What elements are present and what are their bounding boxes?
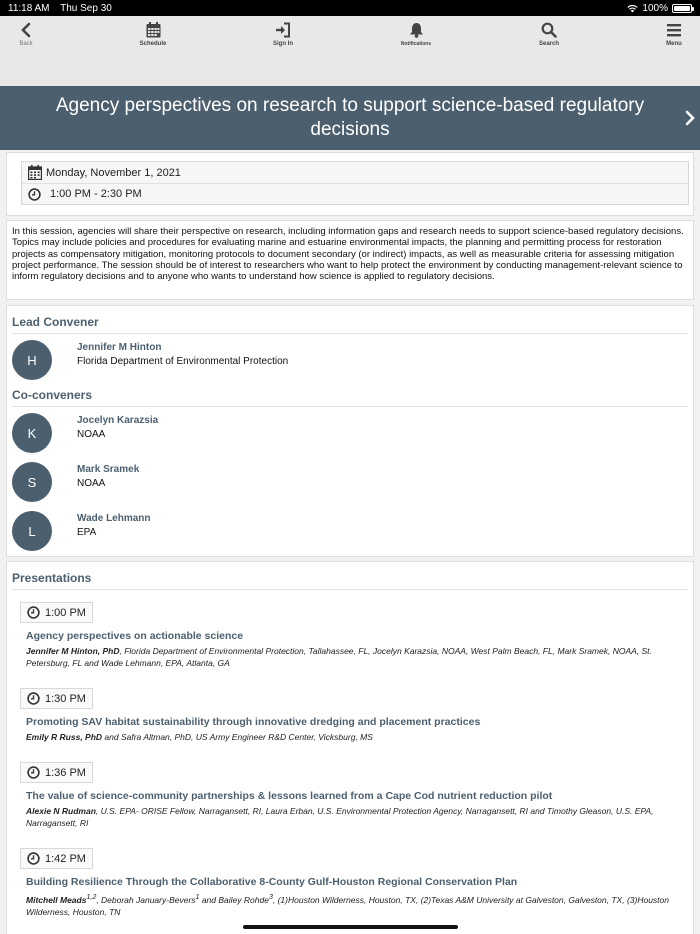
lead-convener-heading: Lead Convener [12,315,99,329]
presentation-time-text: 1:42 PM [45,852,86,865]
authors-text: , U.S. EPA- ORISE Fellow, Narragansett, RI, Laura Erban, U.S. Environmental Protection Agency, Narragansett, RI and Timothy Gleason, U.S. EPA, Narragansett, RI [26,806,654,828]
convener-org: EPA [77,527,97,538]
presentation-time [20,848,93,869]
presentation-time [20,602,93,623]
session-date: Monday, November 1, 2021 [46,166,181,179]
co-conveners-heading: Co-conveners [12,388,93,402]
clock-icon [27,692,40,705]
status-date: Thu Sep 30 [60,2,112,14]
convener-name[interactable]: Mark Sramek [77,464,140,475]
convener-item[interactable] [7,413,693,462]
presentation-title-link[interactable]: Building Resilience Through the Collaborative 8-County Gulf-Houston Regional Conservation Plan [26,876,518,888]
convener-org: NOAA [77,478,106,489]
notifications-label: Notifications [400,41,432,47]
authors-text: , Florida Department of Environmental Protection, Tallahassee, FL, Jocelyn Karazsia, NOAA, West Palm Beach, FL, Mark Sramek, NOAA, St. Petersburg, FL and Wade Lehmann, EPA, Atlanta, GA [26,646,652,668]
presentation-time-text: 1:00 PM [45,606,86,619]
session-description: In this session, agencies will share their perspective on research, including information gaps and research needs to support science-based regulatory decisions. Topics may include policies and procedures for evaluating marine and estuarine environmental impacts, the planning and permitting process for restoration projects as compensatory mitigation, monitoring protocols to document secondary (or indirect) impacts, as well as measurable criteria for assessing mitigation project performance. The session should be of interest to researchers who want to help protect the environment by conducting management-relevant science to inform regulatory decisions and to anyone who wants to understand how science is applied to regulatory decisions. [12,226,684,283]
battery-percent: 100% [642,2,668,14]
presentation-authors [26,805,685,829]
sign-in-button[interactable] [243,22,323,47]
schedule-button[interactable] [113,22,193,47]
lead-author: Alexie N Rudman [26,806,96,816]
conveners-card [6,305,694,557]
authors-text: and Safra Altman, PhD, US Army Engineer R&D Center, Vicksburg, MS [102,732,373,742]
datetime-box [21,161,689,205]
presentation-title-link[interactable]: Promoting SAV habitat sustainability through innovative dredging and placement practices [26,716,481,728]
divider [12,589,688,590]
clock-icon [27,606,40,619]
presentation-authors [26,645,685,669]
convener-item[interactable] [7,511,693,559]
affiliation-sup: 1 [195,893,200,901]
chevron-right-icon[interactable] [684,108,696,128]
menu-label: Menu [666,41,682,47]
battery-icon [672,4,692,13]
avatar: K [12,413,52,453]
status-left [8,3,120,14]
presentation-time-text: 1:30 PM [45,692,86,705]
wifi-icon [627,4,638,13]
date-row [22,162,688,183]
affiliation-sup: 1,2 [86,893,97,901]
convener-name[interactable]: Jennifer M Hinton [77,342,162,353]
hamburger-menu-icon [667,22,681,38]
search-label: Search [538,41,559,47]
lead-author: Mitchell Meads [26,894,87,905]
sign-in-icon [275,22,291,38]
presentation-authors [26,731,685,743]
convener-name[interactable]: Wade Lehmann [77,513,151,524]
avatar: S [12,462,52,502]
calendar-icon [28,165,42,180]
session-time: 1:00 PM - 2:30 PM [50,188,142,200]
convener-name[interactable]: Jocelyn Karazsia [77,415,159,426]
clock-icon [27,852,40,865]
presentation-time [20,688,93,709]
lead-author: Emily R Russ, PhD [26,732,103,742]
convener-org: NOAA [77,429,106,440]
back-button[interactable] [0,22,66,47]
authors-text: , Deborah January-Bevers [96,894,196,905]
presentation-item [20,688,685,743]
session-description-card [6,220,694,300]
clock-icon [27,766,40,779]
search-icon [541,22,557,38]
divider [12,333,688,334]
status-right [627,3,692,14]
calendar-icon [146,22,161,38]
home-indicator[interactable] [243,925,458,929]
time-row [22,183,688,204]
session-title-banner [0,86,700,150]
status-bar [0,0,700,16]
divider [12,406,688,407]
presentation-item [20,848,685,918]
bell-icon [409,22,424,38]
authors-text: and Bailey Rohde [199,894,269,905]
convener-item[interactable] [7,462,693,511]
sign-in-label: Sign In [273,41,293,47]
avatar: H [12,340,52,380]
clock-icon [28,188,41,201]
presentation-item [20,602,685,669]
presentation-authors [26,891,685,918]
convener-item[interactable] [7,340,693,388]
toolbar [0,16,700,86]
menu-button[interactable] [634,22,700,47]
presentation-title-link[interactable]: The value of science-community partnerships & lessons learned from a Cape Cod nutrient reduction pilot [26,790,553,802]
presentation-title-link[interactable]: Agency perspectives on actionable science [26,630,244,642]
notifications-button[interactable] [376,22,456,47]
chevron-left-icon [20,22,32,38]
back-label: Back [19,41,33,47]
authors-text: , (1)Houston Wilderness, Houston, TX, (2)Texas A&M University at Galveston, Galveston, TX, (3)Houston Wilderness, Houston, TN [26,894,669,917]
battery-fill [674,6,690,11]
convener-org: Florida Department of Environmental Protection [77,356,289,367]
presentation-item [20,762,685,829]
presentation-time-text: 1:36 PM [45,766,86,779]
presentations-heading: Presentations [12,571,92,585]
session-title: Agency perspectives on research to support science-based regulatory decisions [55,95,645,140]
affiliation-sup: 3 [268,893,273,901]
schedule-label: Schedule [139,41,167,47]
search-button[interactable] [509,22,589,47]
presentation-time [20,762,93,783]
avatar: L [12,511,52,551]
lead-author: Jennifer M Hinton, PhD [26,646,120,656]
status-time: 11:18 AM [8,2,50,14]
